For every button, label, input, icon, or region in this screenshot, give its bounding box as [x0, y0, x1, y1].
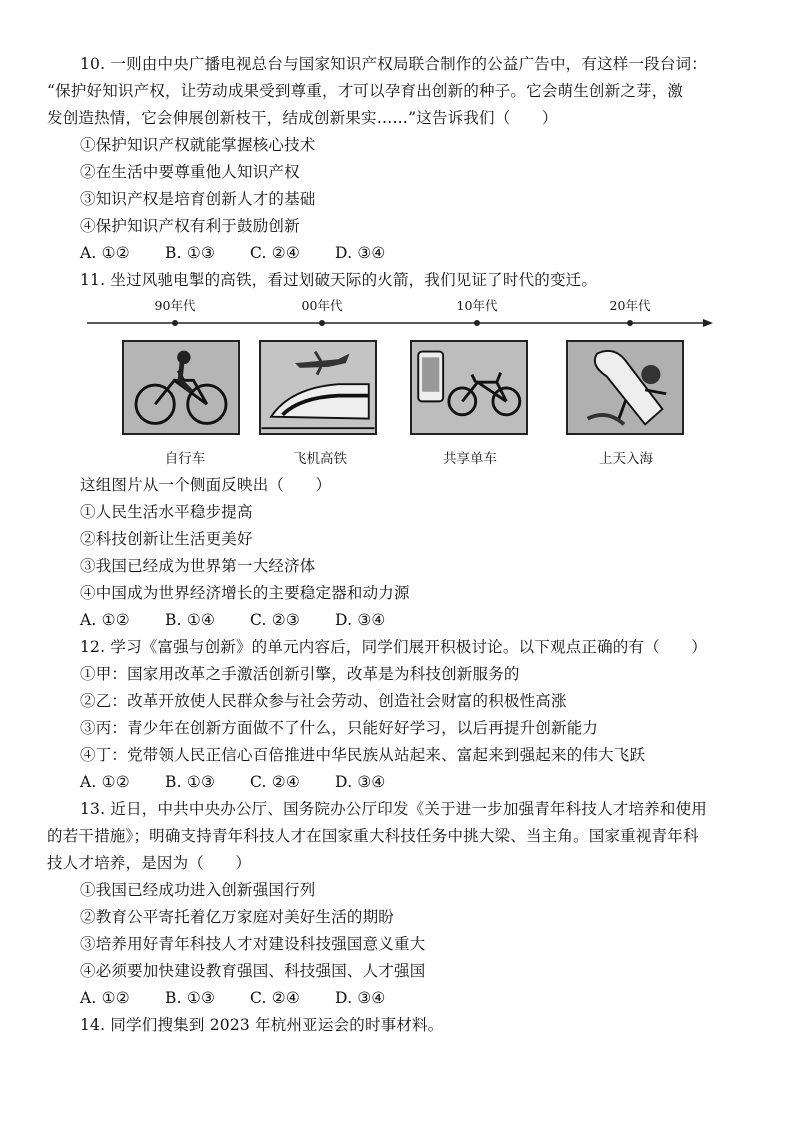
q12-option-b[interactable]: B. ①③: [165, 773, 216, 791]
q13-line3: 技人才培养，是因为（ ）: [47, 854, 252, 872]
q13-options: [80, 987, 386, 1009]
q11-item-1: ①人民生活水平稳步提高: [80, 503, 253, 521]
q11-question: 这组图片从一个侧面反映出（ ）: [80, 476, 332, 494]
q11-option-c[interactable]: C. ②③: [250, 611, 300, 629]
bicycle-picture: [122, 340, 240, 435]
bicycle-icon: [124, 342, 238, 433]
q13-option-a[interactable]: A. ①②: [80, 989, 130, 1007]
q10-option-c[interactable]: C. ②④: [250, 244, 300, 262]
q10-option-b[interactable]: B. ①③: [165, 244, 216, 262]
q11-option-a[interactable]: A. ①②: [80, 611, 130, 629]
q11-item-4: ④中国成为世界经济增长的主要稳定器和动力源: [80, 584, 410, 602]
timeline-label-90s: 90年代: [154, 298, 196, 313]
q13-item-1: ①我国已经成功进入创新强国行列: [80, 881, 316, 899]
q12-item-1: ①甲：国家用改革之手激活创新引擎，改革是为科技创新服务的: [80, 665, 520, 683]
q11-item-3: ③我国已经成为世界第一大经济体: [80, 557, 316, 575]
q12-options: [80, 771, 386, 793]
q13-item-4: ④必须要加快建设教育强国、科技强国、人才强国: [80, 962, 426, 980]
q10-option-d[interactable]: D. ③④: [335, 244, 386, 262]
rocket-submersible-picture: [566, 340, 684, 435]
q12-option-d[interactable]: D. ③④: [335, 773, 386, 791]
q10-option-a[interactable]: A. ①②: [80, 244, 130, 262]
q12-stem: 12. 学习《富强与创新》的单元内容后，同学们展开积极讨论。以下观点正确的有（ ）: [80, 638, 707, 656]
q10-line1: 10. 一则由中央广播电视总台与国家知识产权局联合制作的公益广告中，有这样一段台词：: [80, 55, 707, 73]
plane-train-icon: [261, 342, 375, 433]
q13-option-c[interactable]: C. ②④: [250, 989, 300, 1007]
q13-line1: 13. 近日，中共中央办公厅、国务院办公厅印发《关于进一步加强青年科技人才培养和使用: [80, 800, 707, 818]
timeline-label-10s: 10年代: [456, 298, 498, 313]
plane-train-picture: [259, 340, 377, 435]
q11-options: [80, 609, 386, 631]
q10-options: [80, 242, 386, 264]
q13-option-b[interactable]: B. ①③: [165, 989, 216, 1007]
q13-line2: 的若干措施》；明确支持青年科技人才在国家重大科技任务中挑大梁、当主角。国家重视青年科: [47, 827, 699, 845]
q13-option-d[interactable]: D. ③④: [335, 989, 386, 1007]
caption-bicycle: 自行车: [164, 451, 206, 467]
caption-shared-bike: 共享单车: [443, 451, 497, 467]
q14-stem: 14. 同学们搜集到 2023 年杭州亚运会的时事材料。: [80, 1016, 444, 1034]
q11-stem: 11. 坐过风驰电掣的高铁，看过划破天际的火箭，我们见证了时代的变迁。: [80, 271, 598, 289]
q11-option-b[interactable]: B. ①④: [165, 611, 216, 629]
q12-item-2: ②乙：改革开放使人民群众参与社会劳动、创造社会财富的积极性高涨: [80, 692, 567, 710]
q10-item-4: ④保护知识产权有利于鼓励创新: [80, 217, 300, 235]
q11-option-d[interactable]: D. ③④: [335, 611, 386, 629]
timeline-label-00s: 00年代: [301, 298, 343, 313]
q12-item-4: ④丁：党带领人民正信心百倍推进中华民族从站起来、富起来到强起来的伟大飞跃: [80, 746, 646, 764]
q10-line3: 发创造热情，它会伸展创新枝干，结成创新果实……”这告诉我们（ ）: [47, 109, 558, 127]
shared-bike-icon: [412, 342, 526, 433]
q10-item-3: ③知识产权是培育创新人才的基础: [80, 190, 316, 208]
q10-item-2: ②在生活中要尊重他人知识产权: [80, 163, 300, 181]
q10-line2: “保护好知识产权，让劳动成果受到尊重，才可以孕育出创新的种子。它会萌生创新之芽，激: [47, 82, 684, 100]
q12-item-3: ③丙：青少年在创新方面做不了什么，只能好好学习，以后再提升创新能力: [80, 719, 599, 737]
q12-option-a[interactable]: A. ①②: [80, 773, 130, 791]
q11-item-2: ②科技创新让生活更美好: [80, 530, 253, 548]
q10-item-1: ①保护知识产权就能掌握核心技术: [80, 136, 316, 154]
rocket-icon: [568, 342, 682, 433]
timeline-label-20s: 20年代: [609, 298, 651, 313]
caption-plane-train: 飞机高铁: [293, 451, 347, 467]
caption-rocket: 上天入海: [599, 451, 653, 467]
q13-item-3: ③培养用好青年科技人才对建设科技强国意义重大: [80, 935, 426, 953]
shared-bike-picture: [410, 340, 528, 435]
q12-option-c[interactable]: C. ②④: [250, 773, 300, 791]
q13-item-2: ②教育公平寄托着亿万家庭对美好生活的期盼: [80, 908, 395, 926]
